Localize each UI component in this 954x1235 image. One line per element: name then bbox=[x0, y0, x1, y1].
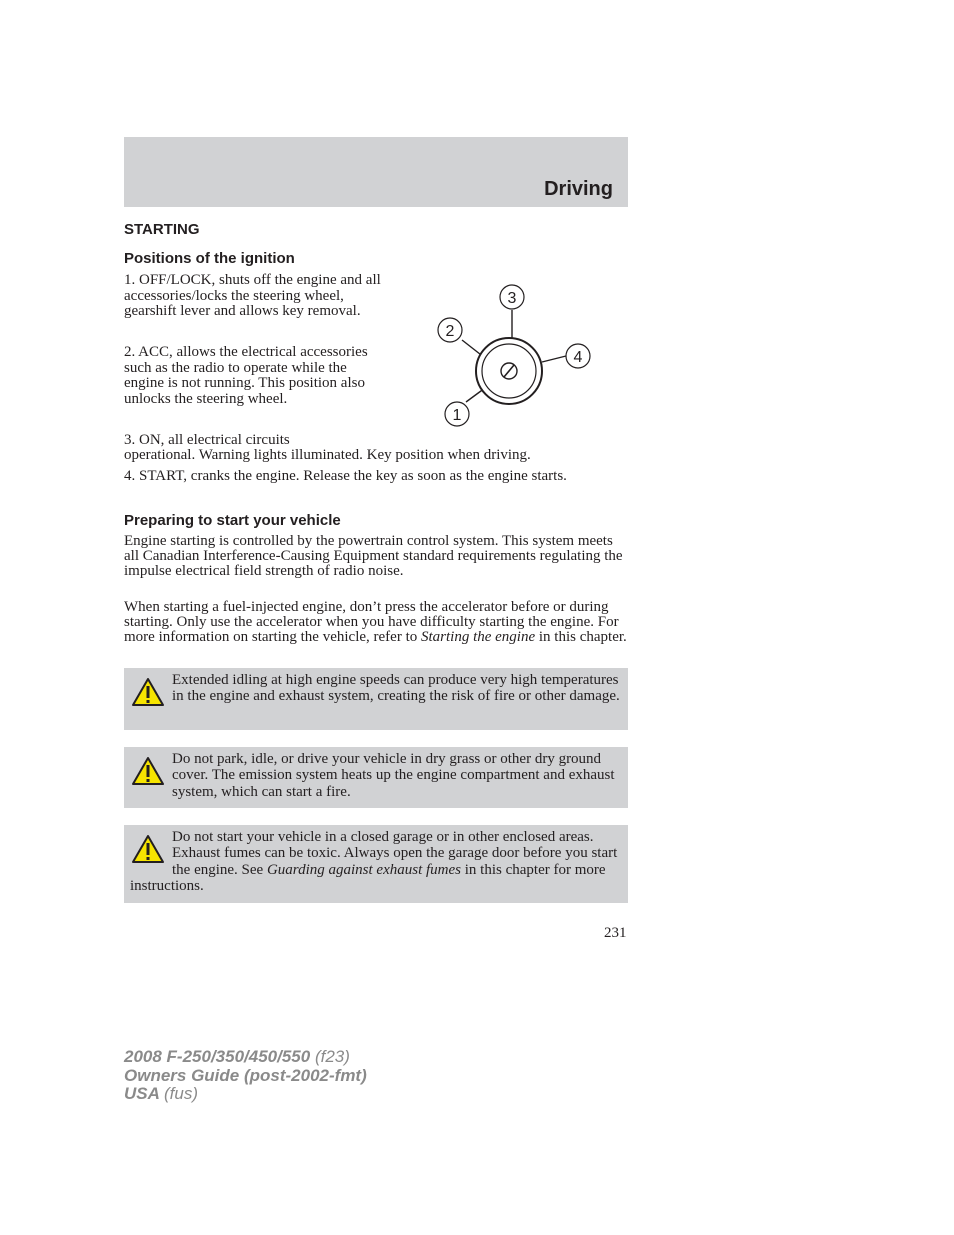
ignition-item-4: 4. START, cranks the engine. Release the key as soon as the engine starts. bbox=[124, 468, 567, 484]
position-label-1 bbox=[445, 402, 469, 426]
warning-text-garage: Do not start your vehicle in a closed garage or in other enclosed areas. Exhaust fumes can be toxic. Always open the garage door before you start the engine. See bbox=[172, 829, 618, 878]
ignition-item-3-line2: operational. Warning lights illuminated. Key position when driving. bbox=[124, 447, 531, 463]
footer-line-model: 2008 F-250/350/450/550 (f23) bbox=[124, 1047, 350, 1066]
warning-triangle-icon bbox=[130, 833, 166, 865]
position-label-4 bbox=[566, 344, 590, 368]
ignition-item-1: 1. OFF/LOCK, shuts off the engine and all accessories/locks the steering wheel, gearshift lever and allows key removal. bbox=[124, 272, 381, 319]
svg-text:2: 2 bbox=[445, 323, 455, 340]
ignition-item-2: 2. ACC, allows the electrical accessories such as the radio to operate while the engine is not running. This position also unlocks the steering wheel. bbox=[124, 344, 368, 407]
document-footer bbox=[124, 1048, 367, 1104]
section-title: Driving bbox=[544, 178, 613, 200]
link-starting-the-engine: Starting the engine bbox=[420, 629, 536, 645]
link-guarding-against-exhaust-fumes: Guarding against exhaust fumes bbox=[266, 861, 461, 878]
ignition-item-3-line1: 3. ON, all electrical circuits bbox=[124, 432, 290, 448]
svg-text:3: 3 bbox=[507, 290, 517, 307]
svg-text:4: 4 bbox=[573, 349, 583, 366]
warning-box-closed-garage: Do not start your vehicle in a closed garage or in other enclosed areas. Exhaust fumes can be toxic. Always open the garage door before you start the engine. See Guarding against exhaust fumes in this chapter for more instructions. bbox=[124, 825, 628, 903]
warning-triangle-icon bbox=[130, 676, 166, 708]
warning-text-dry-grass: Do not park, idle, or drive your vehicle in dry grass or other dry ground cover. The emission system heats up the engine compartment and exhaust system, which can start a fire. bbox=[172, 751, 615, 800]
heading-preparing-to-start: Preparing to start your vehicle bbox=[124, 512, 341, 529]
section-header-band bbox=[124, 137, 628, 207]
warning-box-idling bbox=[124, 668, 628, 730]
ignition-lock-icon bbox=[462, 310, 566, 404]
svg-text:1: 1 bbox=[452, 407, 462, 424]
warning-box-dry-grass bbox=[124, 747, 628, 808]
ignition-positions-diagram bbox=[430, 280, 605, 435]
paragraph-fuel-injected: When starting a fuel-injected engine, don’t press the accelerator before or during starting. Only use the accelerator when you have difficulty starting the engine. For more information on starting the vehicle, refer to Starting the engine in this chapter. bbox=[124, 599, 627, 645]
footer-line-market: USA (fus) bbox=[124, 1084, 198, 1103]
warning-text-idling: Extended idling at high engine speeds can produce very high temperatures in the engine and exhaust system, creating the risk of fire or other damage. bbox=[172, 672, 620, 705]
warning-triangle-icon bbox=[130, 755, 166, 787]
paragraph-powertrain: Engine starting is controlled by the powertrain control system. This system meets all Canadian Interference-Causing Equipment standard requirements regulating the impulse electrical field strength of radio noise. bbox=[124, 533, 623, 579]
position-label-3 bbox=[500, 285, 524, 309]
position-label-2 bbox=[438, 318, 462, 342]
page-number: 231 bbox=[604, 925, 627, 941]
footer-line-guide: Owners Guide (post-2002-fmt) bbox=[124, 1065, 367, 1085]
heading-starting: STARTING bbox=[124, 221, 200, 238]
heading-positions-of-ignition: Positions of the ignition bbox=[124, 250, 295, 267]
